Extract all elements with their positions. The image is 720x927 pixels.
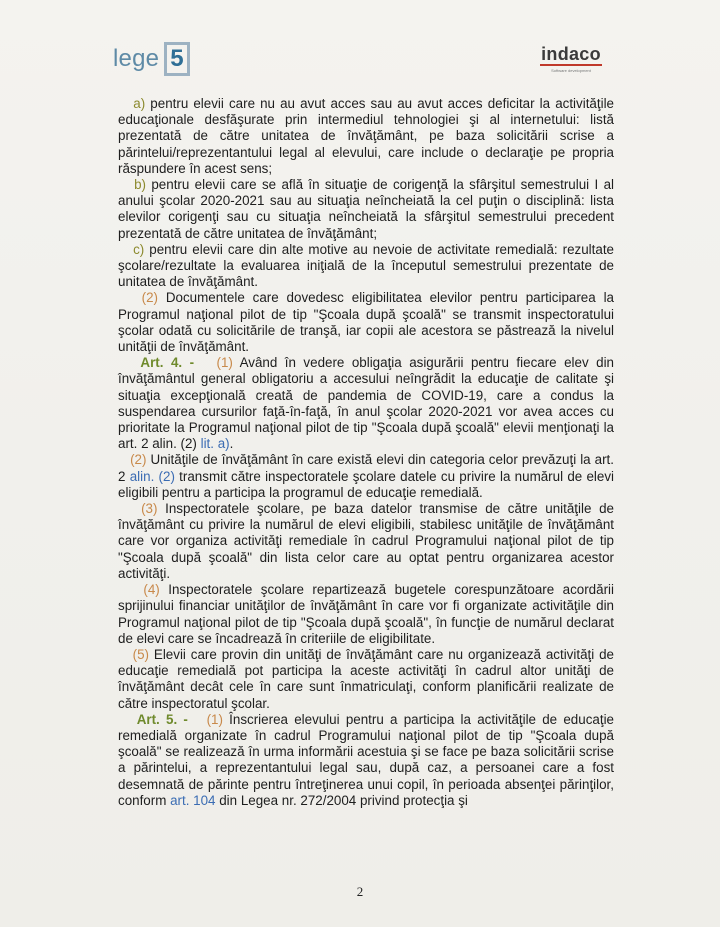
paragraph-label: (3)	[141, 501, 158, 517]
paragraph-art4-1	[118, 355, 614, 452]
paragraph-label: (1)	[216, 355, 233, 371]
paragraph-text-tail: transmit către inspectoratele şcolare datele cu privire la numărul de elevi eligibili pentru a participa la programul de educaţie remedială.	[118, 468, 615, 500]
paragraph-art4-2	[118, 452, 614, 501]
paragraph-label: a)	[133, 96, 146, 111]
lege5-logo-word: lege	[113, 45, 160, 72]
paragraph-c	[118, 242, 614, 291]
paragraph-art5-1	[118, 712, 614, 809]
paragraph-text-tail: din Legea nr. 272/2004 privind protecţia şi	[215, 792, 468, 808]
indaco-logo-name: indaco	[541, 44, 601, 64]
paragraph-text: Documentele care dovedesc eligibilitatea elevilor pentru participarea la Programul naţional pilot de tip "Şcoala după şcoală" se transmit inspectoratului şcolar odată cu solicitările de tranşă, iar copii ale acestora se păstrează la nivelul unităţii de învăţământ.	[118, 290, 614, 355]
paragraph-label: c)	[133, 241, 145, 257]
paragraph-text-tail: .	[229, 436, 234, 452]
paragraph-text: pentru elevii care din alte motive au nevoie de activitate remedială: rezultate şcolare/rezultate la evaluarea iniţială de la începutul semestrului prezentate de unitatea de învăţământ.	[118, 241, 614, 290]
paragraph-art4-4	[118, 582, 614, 647]
paragraph-label: (5)	[132, 646, 150, 662]
paragraph-label: (2)	[141, 290, 158, 306]
paragraph-text: pentru elevii care se află în situaţie de corigenţă la sfârşitul semestrului I al anului şcolar 2020-2021 sau au situaţia neîncheiată la cel puţin o disciplină: lista elevilor corigenţi sau cu situaţia neîncheiată la sfârşitul semestrului precedent prezentată de către unitatea de învăţământ;	[118, 177, 614, 241]
lege5-logo-number: 5	[164, 42, 190, 76]
legal-reference-link[interactable]: alin. (2)	[129, 468, 175, 484]
lege5-logo	[113, 42, 190, 76]
legal-reference-link[interactable]: art. 104	[170, 792, 216, 808]
paragraph-text: Înscrierea elevului pentru a participa la activităţile de educaţie remedială organizate în cadrul Programului naţional pilot de tip "Şcoala după şcoală" se realizează în urma informării acestuia şi se face pe baza solicitării scrise a părintelui, a reprezentantului legal sau, după caz, a persoanei care a fost desemnată de părinte pentru întreţinerea unui copil, în perioada absenţei părinţilor, conform	[118, 711, 614, 808]
paragraph-text: Elevii care provin din unităţi de învăţământ care nu organizează activităţi de educaţie remedială pot participa la aceste activităţi în cadrul altor unităţi de învăţământ decât cele în care sunt înmatriculaţi, conform planificării realizate de către inspectoratul şcolar.	[118, 646, 614, 711]
indaco-logo-tagline: Software development	[551, 68, 591, 73]
paragraph-label: (4)	[143, 582, 160, 598]
article-heading: Art. 5. -	[136, 711, 188, 727]
paragraph-b	[118, 177, 614, 242]
paragraph-label: (1)	[206, 711, 223, 727]
article-heading: Art. 4. -	[140, 355, 195, 371]
paragraph-text: Unităţile de învăţământ în care există elevi din categoria celor prevăzuţi la art. 2	[118, 452, 614, 484]
paragraph-label: b)	[134, 177, 146, 193]
paragraph-a	[118, 96, 614, 177]
paragraph-art3-2	[118, 290, 614, 355]
indaco-logo	[540, 44, 602, 73]
page-number: 2	[356, 884, 364, 899]
paragraph-art4-3	[118, 501, 614, 582]
document-body	[118, 96, 614, 809]
legal-reference-link[interactable]: lit. a)	[200, 436, 230, 452]
paragraph-text: Având în vedere obligaţia asigurării pentru fiecare elev din învăţământul general obligatoriu a accesului neîngrădit la educaţie de calitate şi situaţia excepţională creată de pandemia de COVID-19, care a condus la suspendarea cursurilor faţă-în-faţă, în anul şcolar 2020-2021 vor avea acces cu prioritate la Programul naţional pilot de tip "Şcoala după şcoală" elevii menţionaţi la art. 2 alin. (2)	[118, 355, 614, 452]
paragraph-label: (2)	[130, 452, 147, 468]
paragraph-text: Inspectoratele şcolare, pe baza datelor transmise de către unităţile de învăţământ cu privire la numărul de elevi eligibili, stabilesc unităţile de învăţământ care vor organiza activităţi remediale în cadrul Programului naţional pilot de tip "Şcoala după şcoală" din lista celor care au optat pentru organizarea acestor activităţi.	[118, 501, 614, 581]
paragraph-text: pentru elevii care nu au avut acces sau au avut acces deficitar la activităţile educaţionale desfăşurate prin intermediul tehnologiei şi al internetului: listă prezentată de către unitatea de învăţământ, pe baza solicitării scrise a părintelui/reprezentantului legal al elevului, care include o declaraţie pe propria răspundere în acest sens;	[118, 96, 614, 176]
paragraph-text: Inspectoratele şcolare repartizează bugetele corespunzătoare acordării sprijinului financiar unităţilor de învăţământ în care vor fi organizate activităţile din Programul naţional pilot de tip "Şcoala după şcoală", în funcţie de numărul declarat de elevi care se încadrează în criteriile de eligibilitate.	[118, 582, 614, 646]
paragraph-art4-5	[118, 647, 614, 712]
